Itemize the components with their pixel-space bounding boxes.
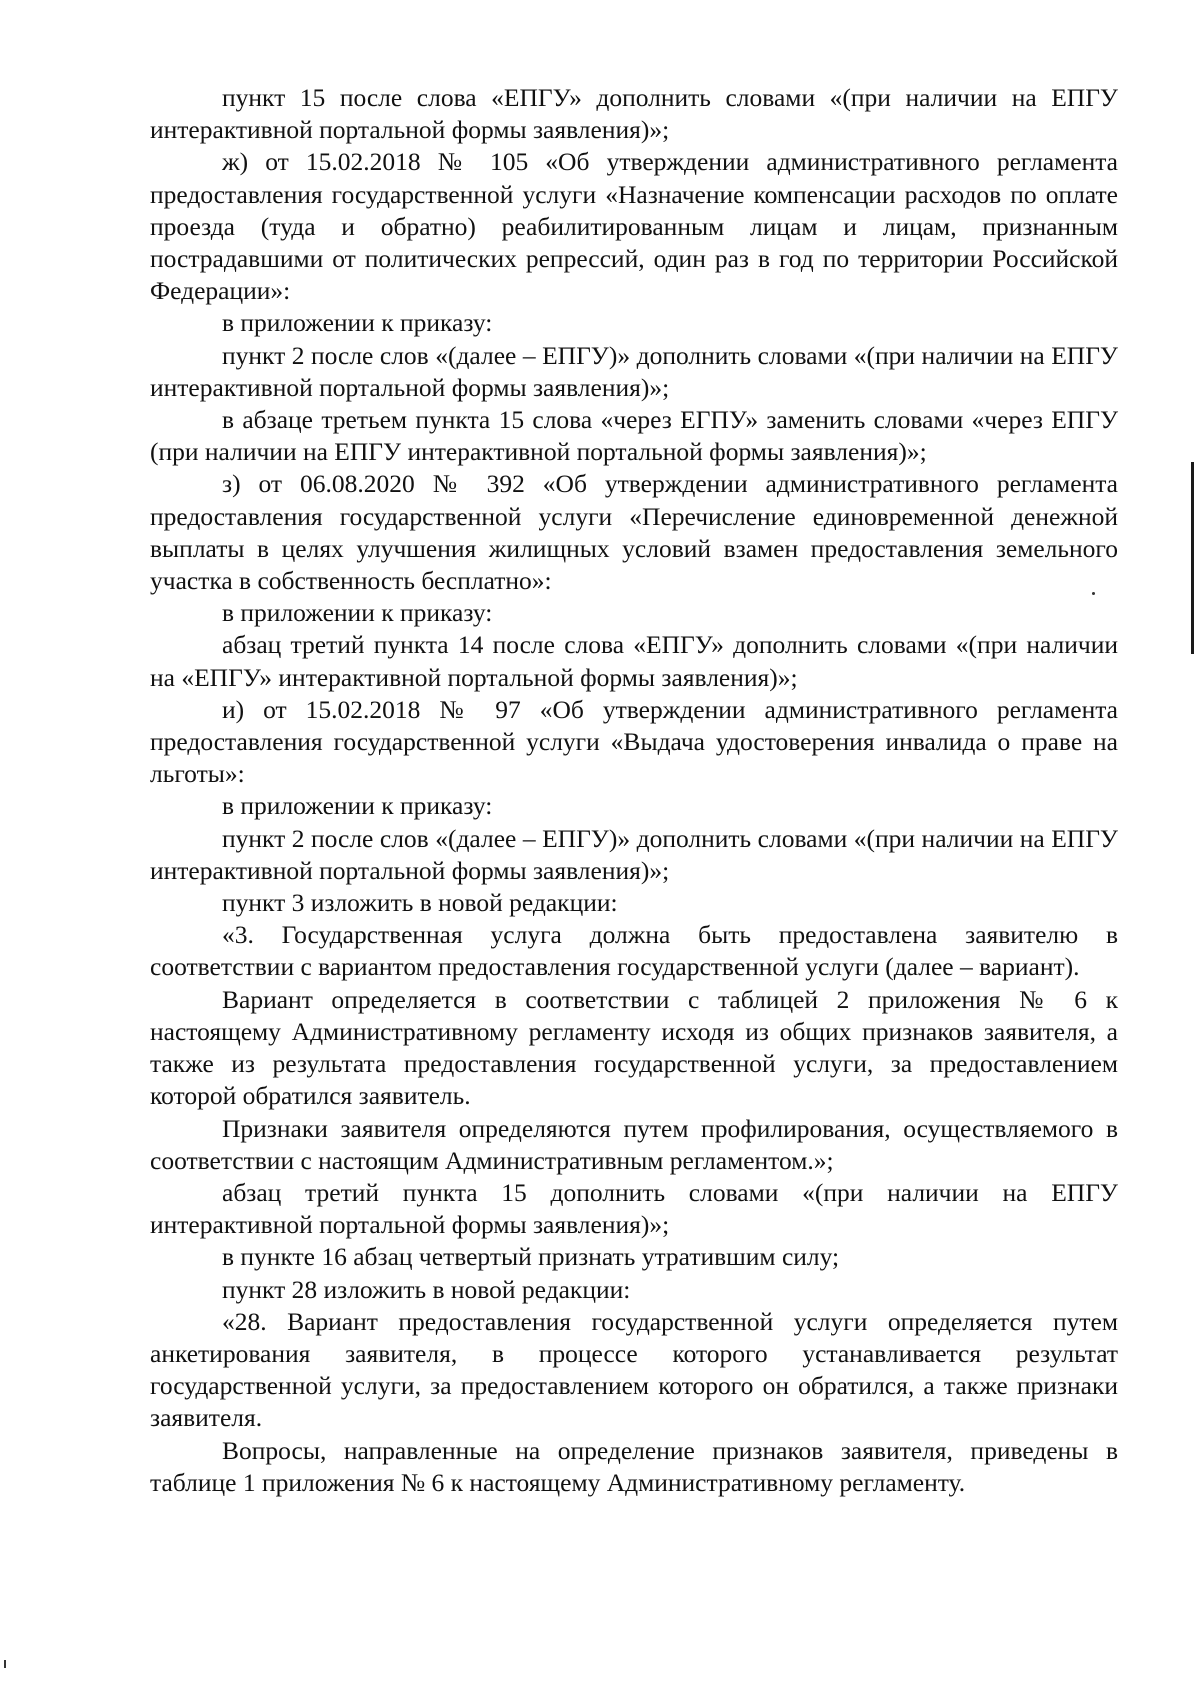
paragraph: в пункте 16 абзац четвертый признать утратившим силу; [222, 1242, 840, 1272]
paragraph: Вариант определяется в соответствии с таблицей 2 приложения № 6 к настоящему Административному регламенту исходя из общих признаков заявителя, а также из результата предоставления государственной услуги, за предоставлением которой обратился заявитель. [150, 984, 1118, 1111]
document-body [150, 82, 1118, 1499]
paragraph: пункт 3 изложить в новой редакции: [222, 888, 618, 918]
paragraph: в приложении к приказу: [222, 791, 493, 821]
paragraph: в абзаце третьем пункта 15 слова «через ЕГПУ» заменить словами «через ЕПГУ (при наличии на ЕПГУ интерактивной портальной формы заявления)»; [150, 405, 1118, 467]
paragraph: пункт 2 после слов «(далее – ЕПГУ)» дополнить словами «(при наличии на ЕПГУ интерактивной портальной формы заявления)»; [150, 340, 1118, 402]
paragraph: в приложении к приказу: [222, 598, 493, 628]
paragraph: абзац третий пункта 14 после слова «ЕПГУ» дополнить словами «(при наличии на «ЕПГУ» интерактивной портальной формы заявления)»; [150, 630, 1118, 692]
paragraph: «3. Государственная услуга должна быть предоставлена заявителю в соответствии с вариантом предоставления государственной услуги (далее – вариант). [150, 920, 1118, 982]
paragraph: «28. Вариант предоставления государственной услуги определяется путем анкетирования заявителя, в процессе которого устанавливается результат государственной услуги, за предоставлением которого он обратился, а также признаки заявителя. [150, 1306, 1118, 1433]
paragraph: пункт 28 изложить в новой редакции: [222, 1274, 631, 1304]
scan-edge-mark [1191, 462, 1194, 654]
scan-speck [4, 1660, 6, 1668]
paragraph: и) от 15.02.2018 № 97 «Об утверждении административного регламента предоставления государственной услуги «Выдача удостоверения инвалида о праве на льготы»: [150, 694, 1118, 789]
paragraph: з) от 06.08.2020 № 392 «Об утверждении административного регламента предоставления государственной услуги «Перечисление единовременной денежной выплаты в целях улучшения жилищных условий взамен предоставления земельного участка в собственность бесплатно»: [150, 469, 1118, 596]
paragraph: абзац третий пункта 15 дополнить словами «(при наличии на ЕПГУ интерактивной портальной формы заявления)»; [150, 1177, 1118, 1240]
paragraph: в приложении к приказу: [222, 308, 493, 338]
paragraph: пункт 15 после слова «ЕПГУ» дополнить словами «(при наличии на ЕПГУ интерактивной портальной формы заявления)»; [150, 83, 1118, 145]
paragraph: Вопросы, направленные на определение признаков заявителя, приведены в таблице 1 приложения № 6 к настоящему Административному регламенту. [150, 1435, 1118, 1497]
scan-speck [1092, 592, 1095, 595]
paragraph: ж) от 15.02.2018 № 105 «Об утверждении административного регламента предоставления государственной услуги «Назначение компенсации расходов по оплате проезда (туда и обратно) реабилитированным лицам и лицам, признанным пострадавшими от политических репрессий, один раз в год по территории Российской Федерации»: [150, 147, 1118, 306]
paragraph: Признаки заявителя определяются путем профилирования, осуществляемого в соответствии с настоящим Административным регламентом.»; [150, 1113, 1118, 1175]
paragraph: пункт 2 после слов «(далее – ЕПГУ)» дополнить словами «(при наличии на ЕПГУ интерактивной портальной формы заявления)»; [150, 823, 1118, 885]
